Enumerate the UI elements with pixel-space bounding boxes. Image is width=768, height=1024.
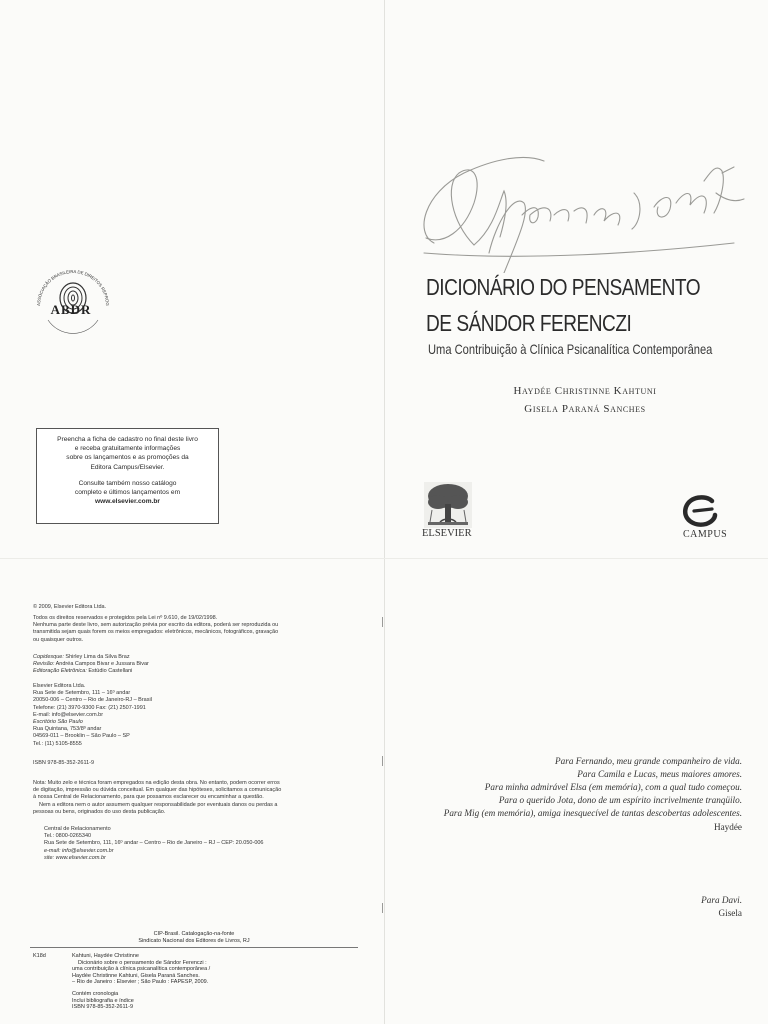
svg-text:ASSOCIAÇÃO BRASILEIRA DE DIREI: [30, 262, 110, 307]
credit-name: Estúdio Castellani: [88, 668, 133, 675]
cip-code: K18d: [33, 953, 46, 959]
central-line: site: www.elsevier.com.br: [44, 854, 106, 861]
credits-block: [33, 654, 333, 676]
dedication-line: [555, 756, 742, 766]
dedication-text: Para Camila e Lucas, meus maiores amores.: [577, 769, 742, 779]
fold-tick: [382, 756, 383, 766]
campus-logo-icon: [682, 495, 718, 527]
credit-line: [33, 654, 333, 661]
central-line: Tel.: 0800-0265340: [44, 833, 92, 840]
address-block: [33, 683, 333, 748]
dedication-text: Para minha admirável Elsa (em memória), com a qual tudo começou.: [484, 782, 742, 792]
cip-line: ISBN 978-85-352-2611-9: [72, 1004, 134, 1011]
note-line: Nota: Muito zelo e técnica foram empregados na edição desta obra. No entanto, podem ocorrer erros: [33, 780, 280, 786]
page-fold-horizontal: [0, 558, 768, 559]
cip-header: [30, 931, 358, 945]
credit-line: [33, 668, 333, 675]
isbn-line: ISBN 978-85-352-2611-9: [33, 760, 95, 766]
cip-header-line: Sindicato Nacional dos Editores de Livros, RJ: [138, 938, 250, 944]
rights-line: Todos os direitos reservados e protegidos pela Lei nº 9.610, de 19/02/1998.: [33, 615, 218, 621]
central-line: e-mail: info@elsevier.com.br: [44, 847, 114, 854]
central-block: [44, 826, 354, 862]
note-line: Nem a editora nem o autor assumem qualquer responsabilidade por eventuais danos ou perdas a: [39, 801, 278, 808]
address-line: Escritório São Paulo: [33, 719, 83, 726]
dedication-signature: Haydée: [713, 822, 742, 832]
address-line: Tel.: (11) 5105-8555: [33, 740, 82, 747]
registration-text: completo e últimos lançamentos em: [74, 489, 181, 497]
rights-line: Nenhuma parte deste livro, sem autorização prévia por escrito da editora, poderá ser reproduzida ou: [33, 622, 279, 629]
registration-text: e receba gratuitamente informações: [74, 445, 181, 453]
address-line: Telefone: (21) 3970-9300 Fax: (21) 2507-1991: [33, 704, 146, 711]
central-line: Rua Sete de Setembro, 111, 16º andar – Centro – Rio de Janeiro – RJ – CEP: 20.050-006: [44, 840, 264, 847]
book-subtitle: Uma Contribuição à Clínica Psicanalítica Contemporânea: [428, 342, 713, 357]
dedication-line: [485, 782, 742, 792]
address-line: Rua Sete de Setembro, 111 – 16º andar: [33, 690, 131, 697]
fold-tick: [382, 617, 383, 627]
note-line: de digitação, impressão ou dúvida conceitual. Em qualquer das hipóteses, solicitamos a comunicação: [33, 787, 282, 794]
author-1: Haydée Christinne Kahtuni: [513, 385, 657, 397]
cip-line: Inclui bibliografia e índice: [72, 997, 134, 1004]
cip-line: uma contribuição à clínica psicanalítica contemporânea /: [72, 966, 211, 973]
address-line: E-mail: info@elsevier.com.br: [33, 711, 104, 718]
abdr-acronym: ABDR: [50, 302, 92, 317]
ferenczi-signature: [404, 133, 748, 273]
rights-line: ou quaisquer outros.: [33, 636, 84, 643]
author-2: Gisela Paraná Sanches: [524, 403, 646, 415]
cip-line: Contém cronologia: [72, 990, 119, 997]
cip-line: Dicionário sobre o pensamento de Sándor Ferenczi :: [78, 959, 207, 966]
central-line: Central de Relacionamento: [44, 826, 111, 832]
dedication-line: [701, 895, 742, 905]
address-line: Elsevier Editora Ltda.: [33, 683, 86, 689]
dedication-text: Para Davi.: [701, 895, 742, 905]
rights-line: transmitida sejam quais forem os meios empregados: eletrônicos, mecânicos, fotográficos, gravação: [33, 629, 279, 636]
cip-line: Haydée Christinne Kahtuni, Gisela Paraná Sanches.: [72, 972, 200, 979]
registration-text: Editora Campus/Elsevier.: [90, 463, 165, 471]
cip-divider: [30, 947, 358, 948]
cip-line: – Rio de Janeiro : Elsevier ; São Paulo : FAPESP, 2009.: [72, 979, 209, 986]
credit-role: Editoração Eletrônica:: [33, 668, 87, 675]
abdr-ring-text: ASSOCIAÇÃO BRASILEIRA DE DIREITOS REPROG: [35, 268, 111, 307]
copyright-line: © 2009, Elsevier Editora Ltda.: [33, 604, 107, 610]
note-line: pessoas ou bens, originados do uso desta publicação.: [33, 808, 166, 815]
dedication-text: Para Fernando, meu grande companheiro de vida.: [555, 756, 742, 766]
dedication-signature: Gisela: [718, 908, 742, 918]
registration-text: Preencha a ficha de cadastro no final deste livro: [57, 436, 198, 443]
dedication-text: Para o querido Jota, dono de um espírito incrivelmente tranqüilo.: [498, 795, 742, 805]
credit-name: Shirley Lima da Silva Braz: [65, 654, 130, 660]
address-line: 04569-011 – Brooklin – São Paulo – SP: [33, 733, 130, 740]
credit-line: [33, 661, 333, 668]
dedication-text: Para Mig (em memória), amiga inesquecível de tantas descobertas adolescentes.: [443, 808, 742, 818]
registration-box: [36, 428, 219, 524]
credit-role: Revisão:: [33, 661, 55, 668]
address-line: 20050-006 – Centro – Rio de Janeiro-RJ – Brasil: [33, 697, 152, 704]
elsevier-tree-icon: [424, 482, 472, 528]
cip-line: Kahtuni, Haydée Christinne: [72, 953, 139, 959]
credit-name: Andréa Campos Bivar e Jussara Bivar: [55, 661, 149, 668]
cip-body: [72, 953, 352, 1011]
dedication-line: [444, 808, 742, 818]
page-fold-vertical: [384, 0, 385, 1024]
address-line: Rua Quintana, 753/8º andar: [33, 726, 102, 733]
book-title-line-1: DICIONÁRIO DO PENSAMENTO: [426, 274, 701, 300]
publisher-campus: CAMPUS: [683, 529, 728, 540]
rights-block: [33, 615, 333, 644]
book-title-line-2: DE SÁNDOR FERENCZI: [426, 310, 632, 336]
note-line: à nossa Central de Relacionamento, para que possamos esclarecer ou encaminhar a questão.: [33, 794, 264, 801]
fold-tick: [382, 903, 383, 913]
dedication-line: [577, 769, 742, 779]
publisher-elsevier: ELSEVIER: [422, 528, 472, 539]
cip-header-line: CIP-Brasil. Catalogação-na-fonte: [153, 931, 235, 937]
registration-url: www.elsevier.com.br: [95, 498, 160, 506]
dedication-line: [499, 795, 742, 805]
registration-text: sobre os lançamentos e as promoções da: [66, 454, 189, 462]
registration-text: Consulte também nosso catálogo: [78, 479, 177, 487]
note-block: [33, 780, 343, 816]
credit-role: Copidesque:: [33, 654, 64, 660]
